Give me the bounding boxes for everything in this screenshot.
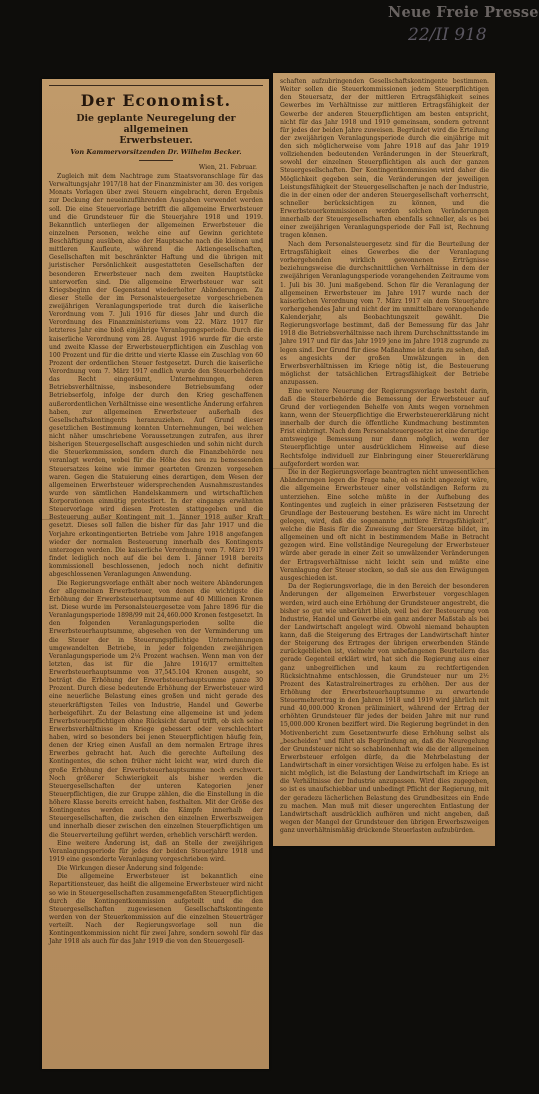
article-body-left [49,173,263,946]
body-paragraph: Die Regierungsvorlage enthält aber noch weitere Abänderungen der allgemeinen Erwerbsteuer, von denen die wichtigste die Erhöhung der Erwerbsteuerhauptsumme auf 40 Millionen Kronen ist. Diese wurde im Personalsteuergesetze vom Jahre 1896 für die Veranlagungsperiode 1898/99 mit 24,460.000 Kronen festgesetzt. In den folgenden Veranlagungsperioden sollte die Erwerbsteuerhauptsumme, abgesehen von der Verminderung um die Steuer der in Steuerungspflichtige Unternehmungen umgewandelten Betriebe, in jeder folgenden zweijährigen Veranlagungsperiode um 2¼ Prozent wachsen. Wenn man von der letzten, das ist für die Jahre 1916/17 ermittelten Erwerbsteuerhauptsumme von 37,545.104 Kronen ausgeht, so beträgt die Erhöhung der Erwerbsteuerhauptsumme ganze 30 Prozent. Durch diese bedeutende Erhöhung der Erwerbsteuer wird eine neuerliche Belastung eines großen und nicht gerade des steuerkräftigsten Teiles von Industrie, Handel und Gewerbe herbeigeführt. Zu der Belastung eine allgemeine ist und jedem Erwerbsteuerpflichtigen ohne Rücksicht darauf trifft, ob sich seine Erwerbsverhältnisse im Kriege gebessert oder verschlechtert haben, wird so besonders bei jenen Steuerpflichtigen häufig fein, denen der Krieg einen Ausfall an dem normalen Ertrage ihres Erwerbes gebracht hat. Auch die gerechte Aufteilung des Kontingentes, die schon früher nicht leicht war, wird durch die große Erhöhung der Erwerbsteuerhauptsumme noch erschwert. Noch größerer Schwierigkeit als bisher werden die Steuergesellschaften der unteren Kategorien jener Steuerpflichtigen, die zur Gruppe zählen, die die Einstellung in die höhere Klasse bereits erreicht haben, festhalten. Mit der Größe des Kontingentes werden auch die Kämpfe innerhalb der Steuergesellschaften, die zwischen den einzelnen Erwerbszweigen und innerhalb dieser zwischen den einzelnen Steuerpflichtigen um die Steuerverteilung geführt werden, erheblich verschärft werden. [49,579,263,839]
body-paragraph: Eine weitere Änderung ist, daß an Stelle der zweijährigen Veranlagungsperiode für jedes der beiden Steuerjahre 1918 und 1919 eine gesonderte Veranlagung vorgeschrieben wird. [49,840,263,864]
article-headline: Der Economist. [80,91,232,110]
clipping-right-column [273,73,495,846]
paper-crease [273,468,495,469]
newspaper-masthead: Neue Freie Presse [388,4,539,21]
body-paragraph: schaften aufzubringenden Gesellschaftskontingente bestimmen. Weiter sollen die Steuerkommissionen jedem Steuerpflichtigen den Steuersatz, der der mittleren Ertragsfähigkeit seines Gewerbes im Verhältnisse zur mittleren Ertragsfähigkeit der Gewerbe der anderen Steuerpflichtigen am besten entspricht, nicht für das Jahr 1918 und 1919 gemeinsam, sondern getrennt für jedes der beiden Jahre zuweisen. Begründet wird die Erteilung der zweijährigen Veranlagungsperiode durch die einjährige mit den sich möglicherweise vom Jahre 1918 auf das Jahr 1919 vollziehenden bedeutenden Veränderungen in der Steuerkraft, sowohl der einzelnen Steuerpflichtigen als auch der ganzen Steuergesellschaften. Der Kontingentkommission wird daher die Möglichkeit gegeben sein, die Veränderungen der jeweiligen Leistungsfähigkeit der Steuergesellschaften je nach der Industrie, die in der einen oder der anderen Steuergesellschaft vorherrscht, schneller berücksichtigen zu können, und die Erwerbsteuerkommissionen werden solchen Veränderungen innerhalb der Steuergesellschaften ebenfalls schneller, als es bei einer zweijährigen Veranlagungsperiode der Fall ist, Rechnung tragen können. [280,78,489,240]
body-paragraph: Eine weitere Neuerung der Regierungsvorlage besteht darin, daß die Steuerbehörde die Bemessung der Erwerbsteuer auf Grund der vorliegenden Behelfe von Amts wegen vornehmen kann, wenn der Steuerpflichtige die Erwerbsteuererklärung nicht innerhalb der durch die öffentliche Kundmachung bestimmten Frist einbringt. Nach dem Personalsteuergesetze ist eine derartige amtswegige Bemessung nur dann möglich, wenn der Steuerpflichtige unter ausdrücklichem Hinweise auf diese Rechtsfolge individuell zur Einbringung einer Steuererklärung aufgefordert worden war. [280,387,489,468]
header-rule [49,85,263,86]
article-subhead-line-2: Erwerbsteuer. [119,135,193,146]
article-subhead-line-1: Die geplante Neuregelung der allgemeinen [76,113,236,135]
article-dateline: Wien, 21. Februar. [198,164,257,171]
body-paragraph: Da der Regierungsvorlage, die in den Bereich der besonderen Änderungen der allgemeinen Erwerbsteuer vorgeschlagen werden, wird auch eine Erhöhung der Grundsteuer angestrebt, die bisher so gut wie unberührt blieb, weil bei der Besteuerung von Industrie, Handel und Gewerbe ein ganz anderer Maßstab als bei der Landwirtschaft angelegt wird. Obwohl niemand behaupten kann, daß die Steigerung des Ertrages der Landwirtschaft hinter der Steigerung des Ertrages der übrigen erwerbenden Stände zurückgeblieben ist, vielmehr von unbefangenen Beurteilern das gerade Gegenteil erklärt wird, hat sich die Regierung aus einer ganz unbegreiflichen und kaum zu rechtfertigenden Rücksichtnahme entschlossen, die Grundsteuer nur um 2½ Prozent des Katastralreinertrages zu erhöhen. Der aus der Erhöhung der Erwerbsteuerhauptsumme zu erwartende Steuermehrertrag in den Jahren 1918 und 1919 wird jährlich mit rund 40,000.000 Kronen präliminiert, während der Ertrag der erhöhten Grundsteuer für jedes der beiden Jahre mit nur rund 15,000.000 Kronen beziffert wird. Die Regierung begründet in den Motivenbericht zum Gesetzentwurfe diese Erhöhung selbst als „bescheiden“ und führt als Begründung an, daß die Neuregelung der Grundsteuer nicht so schablonenhaft wie die der allgemeinen Erwerbsteuer erfolgen dürfe, da die Mehrbelastung der Landwirtschaft in einer vorsichtigen Weise zu erfolgen habe. Es ist nicht möglich, ist die Belastung der Landwirtschaft im Kriege an die Verhältnisse der Industrie anzupassen. Wird dies zugegeben, so ist es unaufschiebbar und unbedingt Pflicht der Regierung, mit der geradezu lächerlichen Belastung des Grundbesitzes ein Ende zu machen. Man muß mit dieser ungerechten Entlastung der Landwirtschaft ausdrücklich aufhören und nicht angeben, daß wegen der Mangel der Grundsteuer den übrigen Erwerbszweigen ganz unverhältnismäßig drückende Steuerlasten aufzubürden. [280,583,489,835]
article-subhead [49,113,263,146]
article-body-right [280,78,489,835]
body-paragraph: Nach dem Personalsteuergesetz sind für die Beurteilung der Ertragsfähigkeit eines Gewerbes die der Veranlagung vorhergehenden wirklich gewonnenen Erträgnisse beziehungsweise die durchschnittlichen Verhältnisse in dem der zweijährigen Veranlagungsperiode vorangehenden Zeitraume vom 1. Juli bis 30. Juni maßgebend. Schon für die Veranlagung der allgemeinen Erwerbsteuer im Jahre 1917 wurde nach der kaiserlichen Verordnung vom 7. März 1917 ein dem Steuerjahre vorhergehendes Jahr und nicht der im unmittelbare vorangehende Kalenderjahr, als Beobachtungszeit gewählt. Die Regierungsvorlage bestimmt, daß der Bemessung für das Jahr 1918 die Betriebsverhältnisse nach ihrem Durchschnittsstande im Jahre 1917 und für das Jahr 1919 jene im Jahre 1918 zugrunde zu legen sind. Der Grund für diese Maßnahme ist darin zu sehen, daß es angesichts der großen Umwälzungen in den Erwerbsverhältnissen im Kriege nötig ist, die Besteuerung möglichst der tatsächlichen Ertragsfähigkeit der Betriebe anzupassen. [280,240,489,387]
body-paragraph: Die allgemeine Erwerbsteuer ist bekanntlich eine Repartitionsteuer, das heißt die allgemeine Erwerbsteuer wird nicht so wie in Steuergesellschaften zusammengefaßten Steuerpflichtigen durch die Kontingentkommission aufgeteilt und die den Steuergesellschaften zugewiesenen Gesellschaftskontingente werden von der Steuerkommission auf die einzelnen Steuerträger verteilt. Nach der Regierungsvorlage soll nun die Kontingentkommission nicht für zwei Jahre, sondern sowohl für das Jahr 1918 als auch für das Jahr 1919 die von den Steuergesell- [49,873,263,946]
body-paragraph: Zugleich mit dem Nachtrage zum Staatsvoranschlage für das Verwaltungsjahr 1917/18 hat der Finanzminister am 30. des vorigen Monats Vorlagen über zwei Steuern eingebracht, deren Ergebnis zur Deckung der neueinzuführenden Ausgaben verwendet werden soll. Die eine Steuervorlage betrifft die allgemeine Erwerbsteuer und die Grundsteuer für die Steuerjahre 1918 und 1919. Bekanntlich unterliegen der allgemeinen Erwerbsteuer die einzelnen Personen, welche eine auf Gewinn gerichtete Beschäftigung ausüben, also der Hauptsache nach die kleinen und mittleren Kaufleute, während die Aktiengesellschaften, Gesellschaften mit beschränkter Haftung und die übrigen mit juristischer Persönlichkeit ausgestatteten Gesellschaften der besonderen Erwerbsteuer nach dem zweiten Hauptstücke unterworfen sind. Die allgemeine Erwerbsteuer war seit Kriegsbeginn der Gegenstand wiederholter Abänderungen. Zu dieser Stelle der im Personalsteuergesetze vorgeschriebenen zweijährigen Veranlagungsperiode trat durch die kaiserliche Verordnung vom 7. Juli 1916 für dieses Jahr und durch die Verordnung des Finanzministeriums vom 22. März 1917 für letzteres Jahr eine bloß einjährige Veranlagungsperiode. Durch die kaiserliche Verordnung vom 28. August 1916 wurde für die erste und zweite Klasse der Erwerbsteuerpflichtigen ein Zuschlag von 100 Prozent und für die dritte und vierte Klasse ein Zuschlag von 60 Prozent der ordentlichen Steuer festgesetzt. Durch die kaiserliche Verordnung vom 7. März 1917 endlich wurde den Steuerbehörden das Recht eingeräumt, Unternehmungen, deren Betriebsverhältnisse, insbesondere Betriebsumfang oder Betriebserfolg, infolge der durch den Krieg geschaffenen außerordentlichen Verhältnisse eine wesentliche Änderung erfahren haben, zur allgemeinen Erwerbsteuer außerhalb des Gesellschaftskontingents heranzuziehen. Auf Grund dieser gesetzlichen Bestimmung konnten Unternehmungen, bei welchen nicht näher umschriebene Voraussetzungen zutrafen, aus ihrer bisherigen Steuergesellschaft ausgeschieden und sohin nicht durch die Steuerkommission, sondern durch die Finanzbehörde neu veranlagt werden, wobei für die Höhe des neu zu bemessenden Steuersatzes keine wie immer gearteten Grenzen vorgesehen waren. Gegen die Statuierung eines derartigen, dem Wesen der allgemeinen Erwerbsteuer widersprechenden Ausnahmszustandes wurde von sämtlichen Handelskammern und wirtschaftlichen Korporationen einmütig protestiert. In der eingangs erwähnten Steuervorlage wird diesen Protesten stattgegeben und die Besteuerung außer Kontingent mit 1. Jänner 1918 außer Kraft gesetzt. Dieses soll fallen die bisher für das Jahr 1917 und die Vorjahre erkontingentierten Betriebe vom Jahre 1918 angefangen wieder der normalen Besteuerung innerhalb des Kontingents unterzogen werden. Die kaiserliche Verordnung vom 7. März 1917 findet lediglich noch auf die bei dem 1. Jänner 1918 bereits kommissionell beschlossenen, jedoch noch nicht definitiv abgeschlossenen Veranlagungen Anwendung. [49,173,263,579]
body-paragraph: Die in der Regierungsvorlage beantragten nicht unwesentlichen Abänderungen legen die Frage nahe, ob es nicht angezeigt wäre, die allgemeine Erwerbsteuer einer vollständigen Reform zu unterziehen. Eine solche müßte in der Aufhebung des Kontingentes und zugleich in einer präziseren Festsetzung der Grundlage der Besteuerung bestehen. Es wäre nicht im Unrecht gelegen, wird, daß die sogenannte „mittlere Ertragsfähigkeit“, welche die Basis für die Zuweisung der Steuersätze bildet, im allgemeinen und oft nicht in bestimmendem Maße in Betracht gezogen wird. Eine vollständige Neuregelung der Erwerbsteuer würde aber gerade in einer Zeit so umwälzender Veränderungen der Ertragsverhältnisse nicht leicht sein und müßte eine Veranlagung der Steuer stocken, so daß sie aus den Erwägungen ausgeschieden ist. [280,469,489,582]
byline-rule [139,160,173,161]
paper-crease [42,519,269,520]
handwritten-date: 22/II 918 [408,25,487,45]
body-paragraph: Die Wirkungen dieser Änderung sind folgende: [57,864,204,872]
clipping-left-column [42,79,269,1069]
article-byline: Von Kammervorsitzenden Dr. Wilhelm Becker. [70,148,242,156]
